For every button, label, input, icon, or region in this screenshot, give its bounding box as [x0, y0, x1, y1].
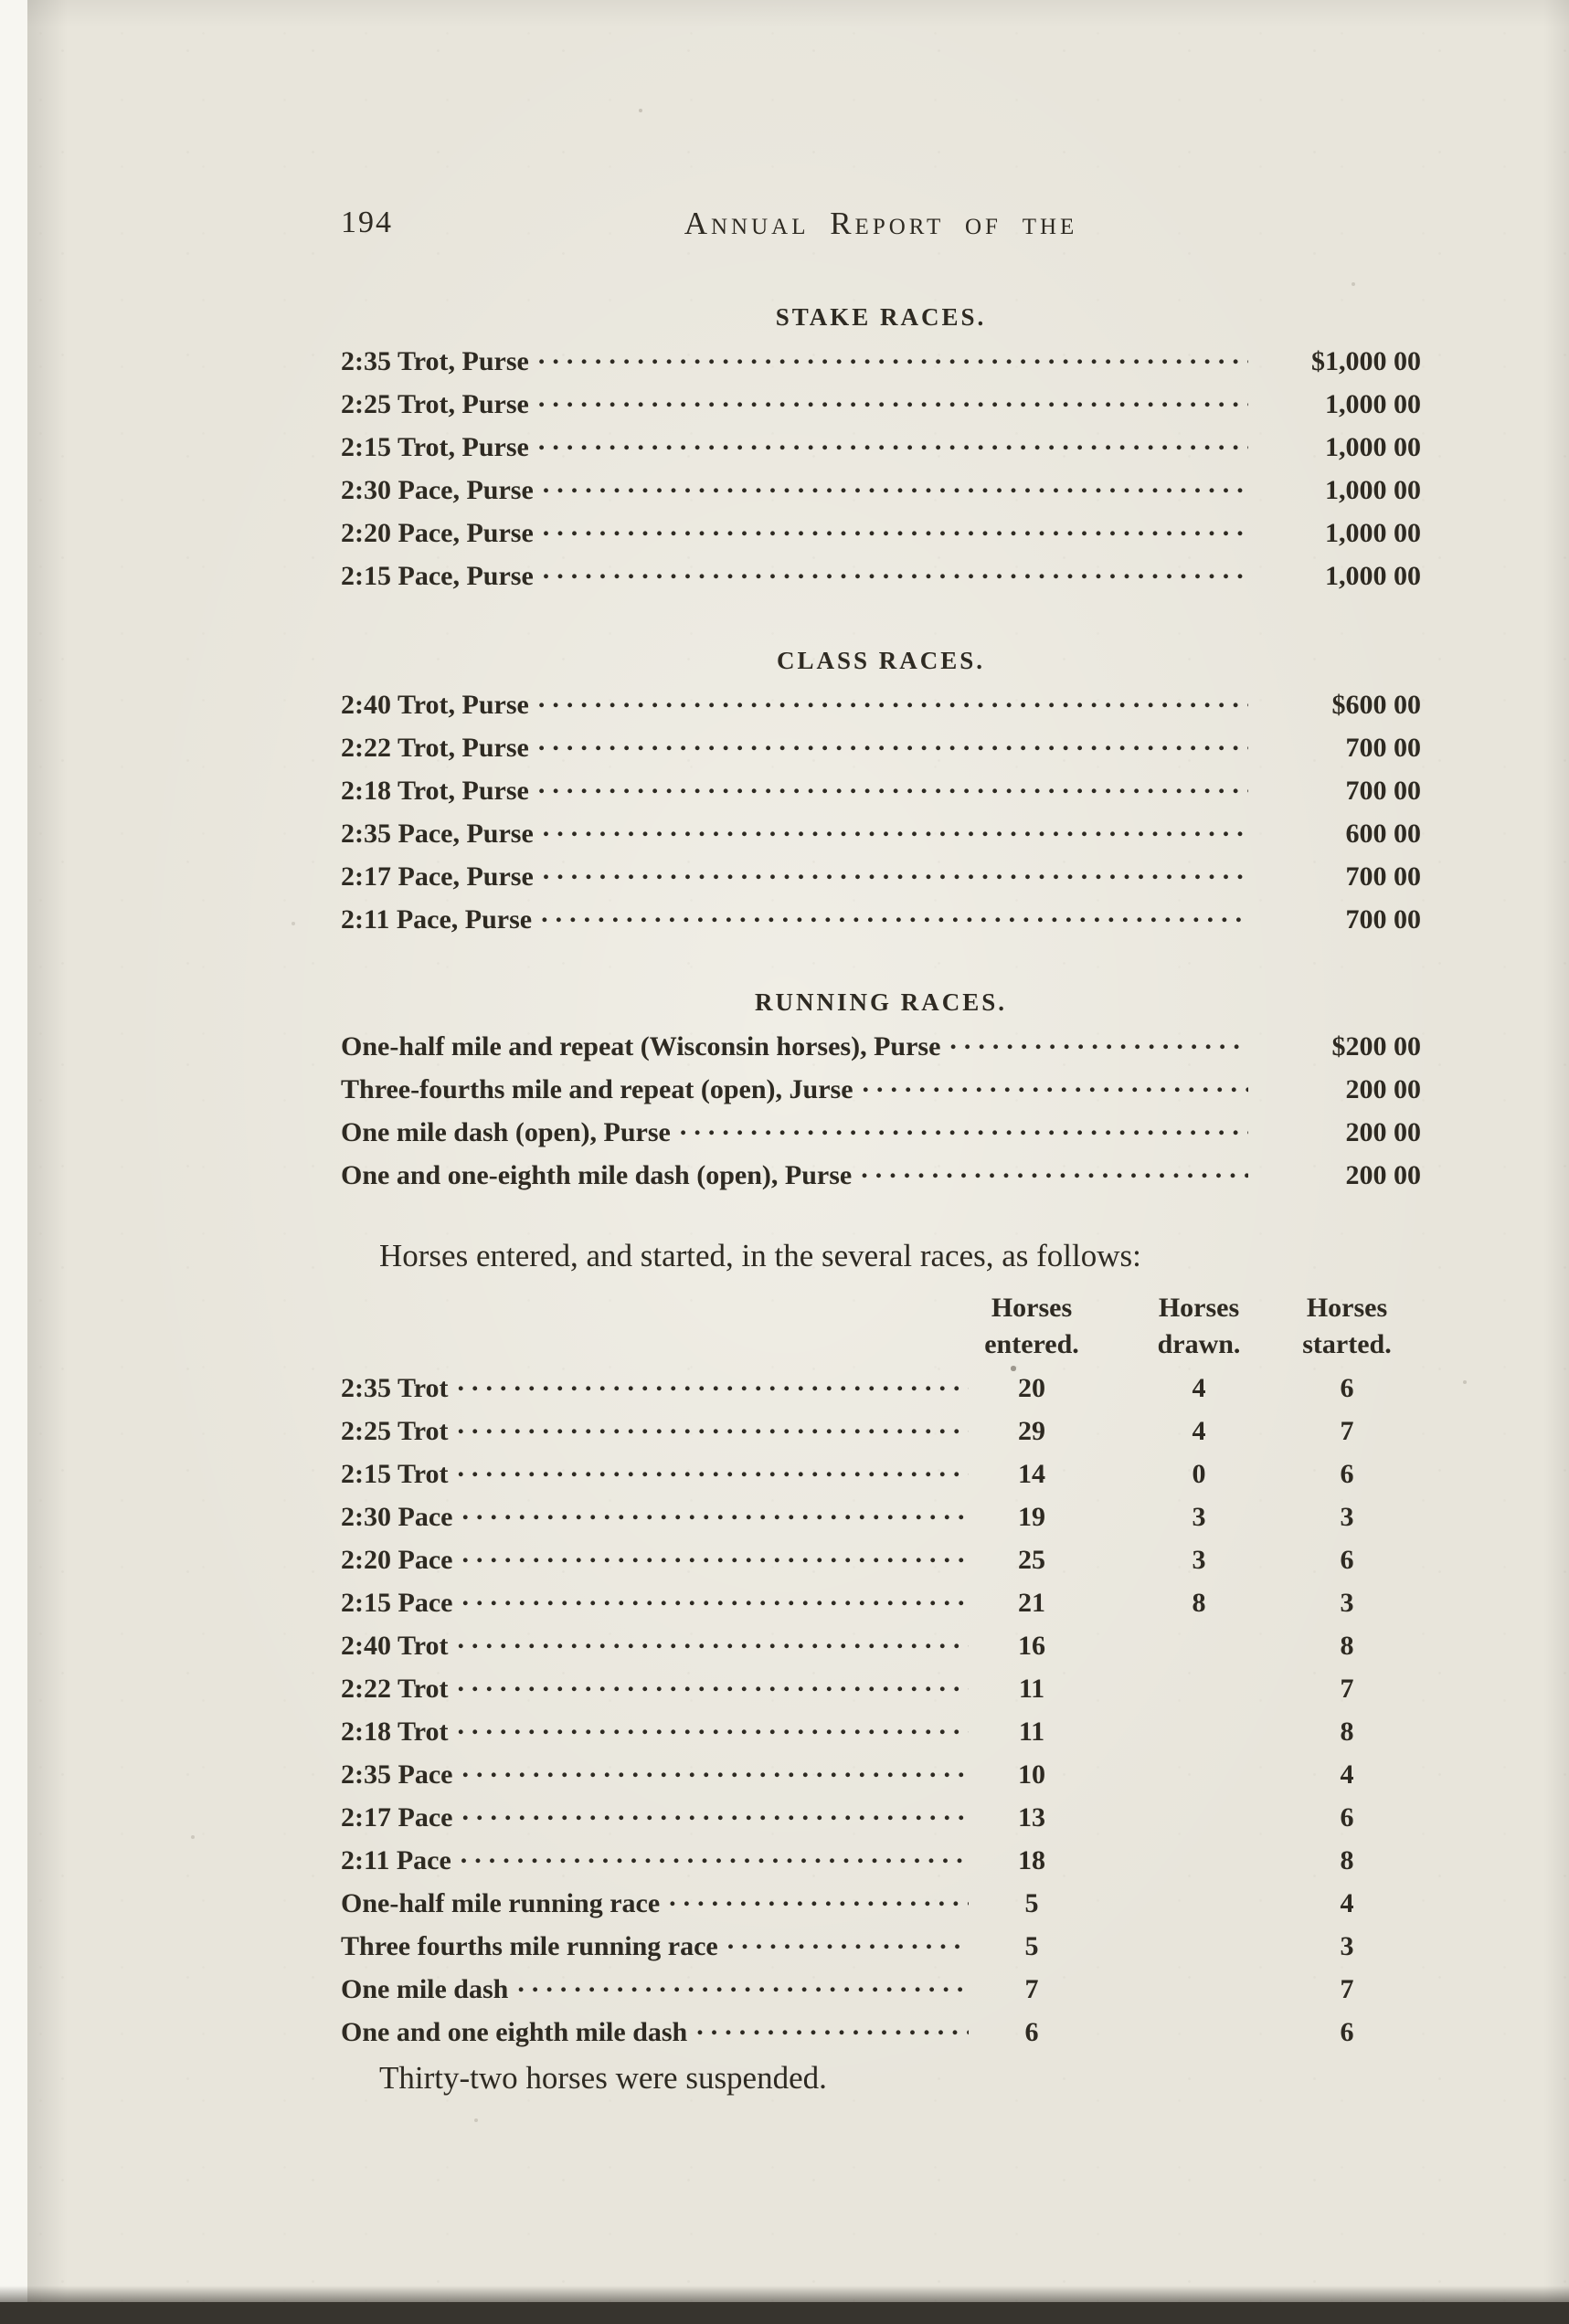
- race-label: 2:22 Trot: [341, 1674, 449, 1704]
- dot-leader: [458, 1710, 970, 1753]
- race-label: 2:18 Trot: [341, 1717, 449, 1747]
- table-row: [341, 1968, 1421, 2011]
- started-value: 6: [1340, 1459, 1354, 1489]
- started-value: 4: [1340, 1759, 1354, 1790]
- race-label: 2:15 Trot, Purse: [341, 432, 529, 462]
- race-label: 2:25 Trot: [341, 1416, 449, 1446]
- race-amount: 1,000 00: [1325, 518, 1421, 548]
- race-label: 2:35 Trot, Purse: [341, 346, 529, 376]
- running-races-list: [341, 1025, 1421, 1197]
- dot-leader: [538, 340, 1248, 383]
- scan-bottom-fade: [0, 2286, 1569, 2302]
- dot-leader: [458, 1367, 970, 1410]
- table-row: [341, 1667, 1421, 1710]
- race-label: 2:25 Trot, Purse: [341, 389, 529, 419]
- race-label: 2:30 Pace, Purse: [341, 475, 534, 505]
- dot-leader: [538, 426, 1248, 469]
- dot-leader: [538, 726, 1248, 769]
- started-value: 3: [1340, 1588, 1354, 1618]
- column-header-line: entered.: [984, 1329, 1079, 1359]
- suspended-note: Thirty-two horses were suspended.: [379, 2060, 827, 2096]
- race-amount: 600 00: [1345, 819, 1421, 849]
- table-row: [341, 1753, 1421, 1796]
- started-value: 7: [1340, 1416, 1354, 1446]
- dot-leader: [538, 769, 1248, 812]
- table-row: [341, 1925, 1421, 1968]
- race-amount: 1,000 00: [1325, 389, 1421, 419]
- horses-table: [341, 1367, 1421, 2054]
- race-label: Three fourths mile running race: [341, 1931, 718, 1961]
- dot-leader: [538, 383, 1248, 426]
- dot-leader: [543, 512, 1248, 555]
- race-label: One and one-eighth mile dash (open), Purse: [341, 1160, 853, 1190]
- race-amount: 1,000 00: [1325, 432, 1421, 462]
- table-row: [341, 1624, 1421, 1667]
- running-header: Annual Report of the: [684, 206, 1078, 241]
- race-label: 2:15 Pace, Purse: [341, 561, 534, 591]
- started-value: 6: [1340, 1802, 1354, 1833]
- race-amount: 1,000 00: [1325, 561, 1421, 591]
- started-value: 6: [1340, 1545, 1354, 1575]
- dot-leader: [458, 1624, 970, 1667]
- started-value: 3: [1340, 1931, 1354, 1961]
- race-label: Three-fourths mile and repeat (open), Jurse: [341, 1074, 853, 1104]
- drawn-value: 4: [1192, 1373, 1206, 1403]
- race-label: 2:35 Pace, Purse: [341, 819, 534, 849]
- race-amount: $200 00: [1331, 1031, 1421, 1062]
- started-value: 8: [1340, 1631, 1354, 1661]
- race-amount: 700 00: [1345, 776, 1421, 806]
- scan-bottom-edge: [0, 2302, 1569, 2324]
- started-value: 7: [1340, 1674, 1354, 1704]
- race-amount: $1,000 00: [1311, 346, 1421, 376]
- dot-leader: [458, 1452, 970, 1495]
- race-label: 2:30 Pace: [341, 1502, 453, 1532]
- drawn-value: 8: [1192, 1588, 1206, 1618]
- race-label: 2:17 Pace: [341, 1802, 453, 1833]
- horses-column-headers: [341, 1290, 1421, 1374]
- race-row: [341, 1068, 1421, 1111]
- race-amount: 200 00: [1345, 1074, 1421, 1104]
- dot-leader: [461, 1581, 969, 1624]
- race-label: 2:18 Trot, Purse: [341, 776, 529, 806]
- dot-leader: [458, 1410, 970, 1452]
- column-header-line: Horses: [1306, 1293, 1388, 1323]
- scan-left-edge: [0, 0, 27, 2324]
- drawn-value: 3: [1192, 1502, 1206, 1532]
- table-row: [341, 1452, 1421, 1495]
- entered-value: 18: [1018, 1845, 1045, 1875]
- dot-leader: [543, 555, 1248, 597]
- dot-leader: [727, 1925, 969, 1968]
- entered-value: 19: [1018, 1502, 1045, 1532]
- race-label: 2:22 Trot, Purse: [341, 733, 529, 763]
- dot-leader: [461, 1495, 969, 1538]
- race-label: 2:35 Pace: [341, 1759, 453, 1790]
- scan-speckles: [0, 0, 2, 2]
- race-label: 2:11 Pace, Purse: [341, 904, 533, 935]
- scan-right-shadow: [1543, 0, 1569, 2324]
- scan-left-shadow: [27, 0, 68, 2324]
- table-row: [341, 1882, 1421, 1925]
- drawn-value: 3: [1192, 1545, 1206, 1575]
- race-row: [341, 855, 1421, 898]
- race-row: [341, 683, 1421, 726]
- dot-leader: [543, 812, 1248, 855]
- race-amount: 200 00: [1345, 1117, 1421, 1147]
- entered-value: 6: [1024, 2017, 1039, 2047]
- race-label: One mile dash (open), Purse: [341, 1117, 671, 1147]
- race-row: [341, 769, 1421, 812]
- race-row: [341, 512, 1421, 555]
- entered-value: 5: [1024, 1931, 1039, 1961]
- dot-leader: [543, 855, 1248, 898]
- dot-leader: [949, 1025, 1248, 1068]
- page-number: 194: [341, 206, 393, 239]
- table-row: [341, 1410, 1421, 1452]
- dot-leader: [461, 1796, 969, 1839]
- race-row: [341, 340, 1421, 383]
- started-value: 3: [1340, 1502, 1354, 1532]
- dot-leader: [543, 469, 1248, 512]
- column-header-entered: [949, 1290, 1114, 1363]
- table-row: [341, 1796, 1421, 1839]
- entered-value: 16: [1018, 1631, 1045, 1661]
- race-label: 2:15 Pace: [341, 1588, 453, 1618]
- race-row: [341, 726, 1421, 769]
- dot-leader: [461, 1839, 969, 1882]
- race-row: [341, 383, 1421, 426]
- column-header-line: drawn.: [1157, 1329, 1241, 1359]
- dot-leader: [680, 1111, 1248, 1154]
- table-row: [341, 1581, 1421, 1624]
- race-label: One mile dash: [341, 1974, 509, 2004]
- race-amount: 700 00: [1345, 733, 1421, 763]
- race-row: [341, 1154, 1421, 1197]
- entered-value: 11: [1018, 1717, 1045, 1747]
- race-amount: 1,000 00: [1325, 475, 1421, 505]
- dot-leader: [669, 1882, 969, 1925]
- started-value: 7: [1340, 1974, 1354, 2004]
- race-label: 2:15 Trot: [341, 1459, 449, 1489]
- entered-value: 29: [1018, 1416, 1045, 1446]
- table-row: [341, 2011, 1421, 2054]
- entered-value: 5: [1024, 1888, 1039, 1918]
- column-header-line: Horses: [991, 1293, 1073, 1323]
- column-header-started: [1265, 1290, 1429, 1363]
- race-row: [341, 1025, 1421, 1068]
- race-amount: 700 00: [1345, 904, 1421, 935]
- entered-value: 11: [1018, 1674, 1045, 1704]
- table-row: [341, 1839, 1421, 1882]
- entered-value: 7: [1024, 1974, 1039, 2004]
- horses-intro: Horses entered, and started, in the several races, as follows:: [379, 1238, 1141, 1273]
- started-value: 6: [1340, 2017, 1354, 2047]
- race-row: [341, 426, 1421, 469]
- dot-leader: [541, 898, 1248, 941]
- race-label: 2:40 Trot: [341, 1631, 449, 1661]
- table-row: [341, 1495, 1421, 1538]
- column-header-drawn: [1126, 1290, 1272, 1363]
- race-label: One and one eighth mile dash: [341, 2017, 688, 2047]
- race-label: 2:20 Pace: [341, 1545, 453, 1575]
- started-value: 8: [1340, 1717, 1354, 1747]
- dot-leader: [861, 1154, 1248, 1197]
- table-row: [341, 1538, 1421, 1581]
- class-races-list: [341, 683, 1421, 941]
- race-amount: $600 00: [1331, 690, 1421, 720]
- dot-leader: [696, 2011, 969, 2054]
- dot-leader: [458, 1667, 970, 1710]
- dot-leader: [517, 1968, 969, 2011]
- race-amount: 700 00: [1345, 861, 1421, 892]
- race-row: [341, 469, 1421, 512]
- dot-leader: [863, 1068, 1248, 1111]
- started-value: 4: [1340, 1888, 1354, 1918]
- entered-value: 14: [1018, 1459, 1045, 1489]
- section-title-running-races: RUNNING RACES.: [754, 988, 1008, 1016]
- entered-value: 10: [1018, 1759, 1045, 1790]
- table-row: [341, 1710, 1421, 1753]
- entered-value: 21: [1018, 1588, 1045, 1618]
- dot-leader: [461, 1538, 969, 1581]
- entered-value: 20: [1018, 1373, 1045, 1403]
- page-header: [341, 206, 1421, 253]
- stake-races-list: [341, 340, 1421, 597]
- started-value: 6: [1340, 1373, 1354, 1403]
- column-header-line: Horses: [1158, 1293, 1240, 1323]
- dot-leader: [538, 683, 1248, 726]
- column-header-line: started.: [1302, 1329, 1392, 1359]
- drawn-value: 4: [1192, 1416, 1206, 1446]
- started-value: 8: [1340, 1845, 1354, 1875]
- entered-value: 13: [1018, 1802, 1045, 1833]
- drawn-value: 0: [1192, 1459, 1206, 1489]
- race-label: 2:17 Pace, Purse: [341, 861, 534, 892]
- race-amount: 200 00: [1345, 1160, 1421, 1190]
- section-title-class-races: CLASS RACES.: [776, 647, 986, 674]
- entered-value: 25: [1018, 1545, 1045, 1575]
- race-label: 2:40 Trot, Purse: [341, 690, 529, 720]
- table-row: [341, 1367, 1421, 1410]
- race-label: One-half mile and repeat (Wisconsin horses), Purse: [341, 1031, 941, 1062]
- race-row: [341, 555, 1421, 597]
- section-title-stake-races: STAKE RACES.: [775, 303, 987, 331]
- race-label: 2:11 Pace: [341, 1845, 451, 1875]
- race-label: One-half mile running race: [341, 1888, 661, 1918]
- race-row: [341, 898, 1421, 941]
- race-row: [341, 1111, 1421, 1154]
- race-label: 2:35 Trot: [341, 1373, 449, 1403]
- race-row: [341, 812, 1421, 855]
- race-label: 2:20 Pace, Purse: [341, 518, 534, 548]
- dot-leader: [461, 1753, 969, 1796]
